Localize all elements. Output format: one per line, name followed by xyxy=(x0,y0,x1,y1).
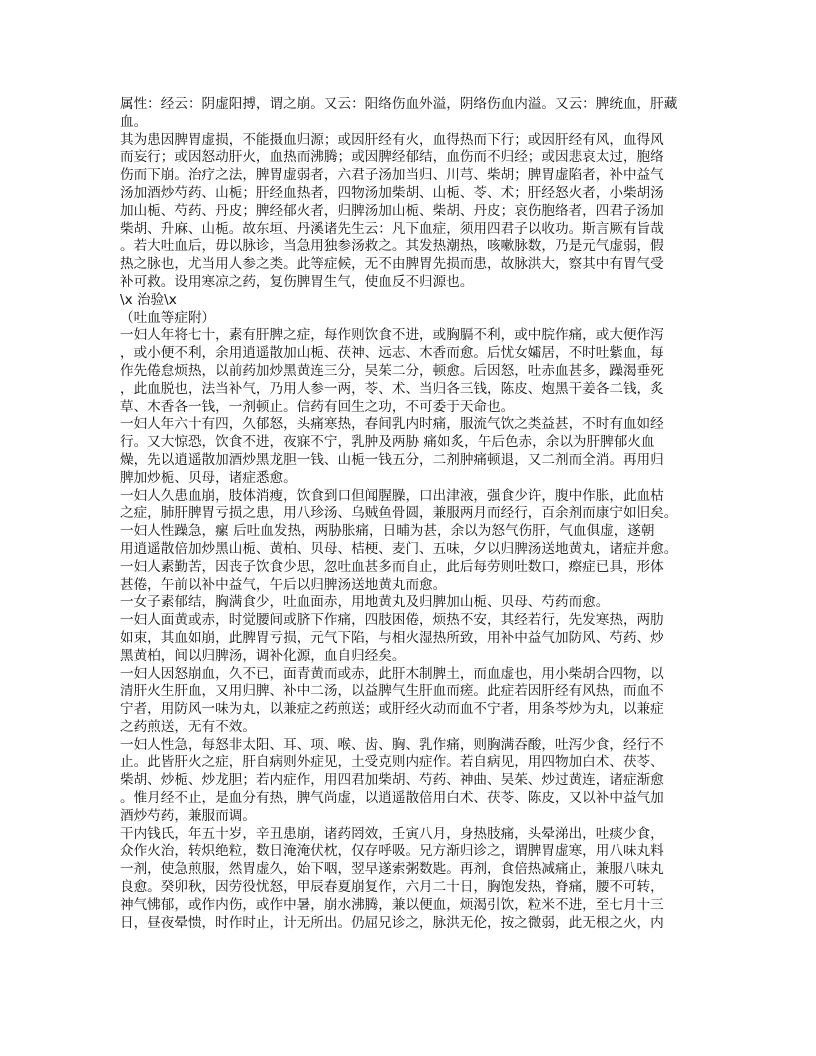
text-line: \x 治验\x xyxy=(120,291,177,308)
text-line: 一妇人性躁急，瘰 后吐血发热，两胁胀痛，日晡为甚，余以为怒气伤肝，气血俱虚，遂朝 xyxy=(120,523,655,540)
text-line: 。惟月经不止，是血分有热，脾气尚虚，以逍遥散倍用白术、茯苓、陈皮，又以补中益气加 xyxy=(120,790,664,807)
text-line: 干内钱氏，年五十岁，辛丑患崩，诸药罔效，壬寅八月，身热肢痛，头晕涕出，吐痰少食， xyxy=(120,825,664,842)
text-line: 柴胡、升麻、山栀。故东垣、丹溪诸先生云：凡下血症，须用四君子以收功。斯言厥有旨哉 xyxy=(120,220,664,237)
text-line: 。若大吐血后，毋以脉诊，当急用独参汤救之。其发热潮热，咳嗽脉数，乃是元气虚弱，假 xyxy=(120,238,664,255)
text-line: 一女子素郁结，胸满食少，吐血面赤，用地黄丸及归脾加山栀、贝母、芍药而愈。 xyxy=(120,594,610,611)
text-line: 行。又大惊恐，饮食不进，夜寐不宁，乳肿及两胁 痛如炙，午后色赤，余以为肝脾郁火血 xyxy=(120,434,655,451)
text-line: 而妄行；或因怒动肝火，血热而沸腾；或因脾经郁结，血伤而不归经；或因悲哀太过，胞络 xyxy=(120,149,664,166)
text-line: 其为患因脾胃虚损，不能摄血归源；或因肝经有火，血得热而下行；或因肝经有风，血得风 xyxy=(120,131,664,148)
document-body xyxy=(120,96,710,932)
text-line: 热之脉也，尤当用人参之类。此等症候，无不由脾胃先损而患，故脉洪大，察其中有胃气受 xyxy=(120,256,664,273)
text-line: 汤加酒炒芍药、山栀；肝经血热者，四物汤加柴胡、山栀、苓、术；肝经怒火者，小柴胡汤 xyxy=(120,184,664,201)
text-line: 柴胡、炒栀、炒龙胆；若内症作，用四君加柴胡、芍药、神曲、吴茱、炒过黄连，诸症渐愈 xyxy=(120,772,664,789)
text-line: 一妇人面黄或赤，时觉腰间或脐下作痛，四肢困倦，烦热不安，其经若行，先发寒热，两肋 xyxy=(120,612,664,629)
text-line: 燥，先以逍遥散加酒炒黑龙胆一钱、山栀一钱五分，二剂肿痛顿退，又二剂而全消。再用归 xyxy=(120,451,664,468)
text-line: 加山栀、芍药、丹皮；脾经郁火者，归脾汤加山栀、柴胡、丹皮；哀伤胞络者，四君子汤加 xyxy=(120,202,664,219)
text-line: 酒炒芍药，兼服而调。 xyxy=(120,807,256,824)
text-line: 一妇人性急，每怒非太阳、耳、项、喉、齿、胸、乳作痛，则胸满吞酸，吐泻少食，经行不 xyxy=(120,736,664,753)
text-line: 作先倦怠烦热，以前药加炒黑黄连三分，吴茱二分，顿愈。后因怒，吐赤血甚多，躁渴垂死 xyxy=(120,362,664,379)
text-line: 脾加炒栀、贝母，诸症悉愈。 xyxy=(120,469,297,486)
text-line: ，此血脱也，法当补气，乃用人参一两，苓、术、当归各三钱，陈皮、炮黑干姜各二钱，炙 xyxy=(120,380,664,397)
text-line: 众作火治，转炽绝粒，数日淹淹伏枕，仅存呼吸。兄方渐归诊之，谓脾胃虚寒，用八味丸料 xyxy=(120,843,664,860)
text-line: 之药煎送，无有不效。 xyxy=(120,718,256,735)
text-line: 宁者，用防风一味为丸，以兼症之药煎送；或肝经火动而血不宁者，用条芩炒为丸，以兼症 xyxy=(120,701,664,718)
text-line: 日，昼夜晕愦，时作时止，计无所出。仍屈兄诊之，脉洪无伦，按之微弱，此无根之火，内 xyxy=(120,914,664,931)
text-line: 用逍遥散倍加炒黑山栀、黄柏、贝母、桔梗、麦门、五味，夕以归脾汤送地黄丸，诸症并愈。 xyxy=(120,540,678,557)
text-line: 之症，肺肝脾胃亏损之患，用八珍汤、乌贼鱼骨圆，兼服两月而经行，百余剂而康宁如旧矣。 xyxy=(120,505,678,522)
text-line: 良愈。癸卯秋，因劳役忧怒，甲辰春夏崩复作，六月二十日，胸饱发热，脊痛，腰不可转， xyxy=(120,879,664,896)
text-line: 一妇人因怒崩血，久不已，面青黄而或赤，此肝木制脾土，而血虚也，用小柴胡合四物，以 xyxy=(120,665,664,682)
text-line: 属性：经云：阴虚阳搏，谓之崩。又云：阳络伤血外溢，阴络伤血内溢。又云：脾统血，肝藏 xyxy=(120,96,678,112)
text-line: 神气怫郁，或作内伤，或作中暑，崩水沸腾，兼以便血，烦渴引饮，粒米不进，至七月十三 xyxy=(120,896,664,913)
text-line: 清肝火生肝血，又用归脾、补中二汤，以益脾气生肝血而瘥。此症若因肝经有风热，而血不 xyxy=(120,683,664,700)
text-line: 一妇人年将七十，素有肝脾之症，每作则饮食不进，或胸膈不利，或中脘作痛，或大便作泻 xyxy=(120,327,664,344)
text-line: 一妇人久患血崩，肢体消瘦，饮食到口但闻腥臊，口出津液，强食少许，腹中作胀，此血枯 xyxy=(120,487,664,504)
text-line: （吐血等症附） xyxy=(120,309,216,326)
text-line: 补可救。设用寒凉之药，复伤脾胃生气，使血反不归源也。 xyxy=(120,273,474,290)
text-line: 伤而下崩。治疗之法，脾胃虚弱者，六君子汤加当归、川芎、柴胡；脾胃虚陷者，补中益气 xyxy=(120,167,664,184)
text-line: 一剂，使急煎服，然胃虚久，始下咽，翌早遂索粥数匙。再剂，食倍热减痛止，兼服八味丸 xyxy=(120,861,664,878)
text-line: 如束，其血如崩，此脾胃亏损，元气下陷，与相火湿热所致，用补中益气加防风、芍药、炒 xyxy=(120,629,664,646)
text-line: 草、木香各一钱，一剂顿止。信药有回生之功，不可委于天命也。 xyxy=(120,398,515,415)
text-line: 黑黄柏，间以归脾汤，调补化源，血自归经矣。 xyxy=(120,647,406,664)
text-line: 血。 xyxy=(120,113,148,130)
text-line: 甚倦，午前以补中益气，午后以归脾汤送地黄丸而愈。 xyxy=(120,576,447,593)
text-line: 一妇人素勤苦，因丧子饮食少思，忽吐血甚多而自止，此后每劳则吐数口，瘵症已具，形体 xyxy=(120,558,664,575)
text-line: 一妇人年六十有四，久郁怒，头痛寒热，春间乳内时痛，服流气饮之类益甚，不时有血如经 xyxy=(120,416,664,433)
text-line: 止。此皆肝火之症，肝自病则外症见，土受克则内症作。若自病见，用四物加白术、茯苓、 xyxy=(120,754,664,771)
text-line: ，或小便不利，余用逍遥散加山栀、茯神、远志、木香而愈。后忧女孀居，不时吐紫血，每 xyxy=(120,345,664,362)
